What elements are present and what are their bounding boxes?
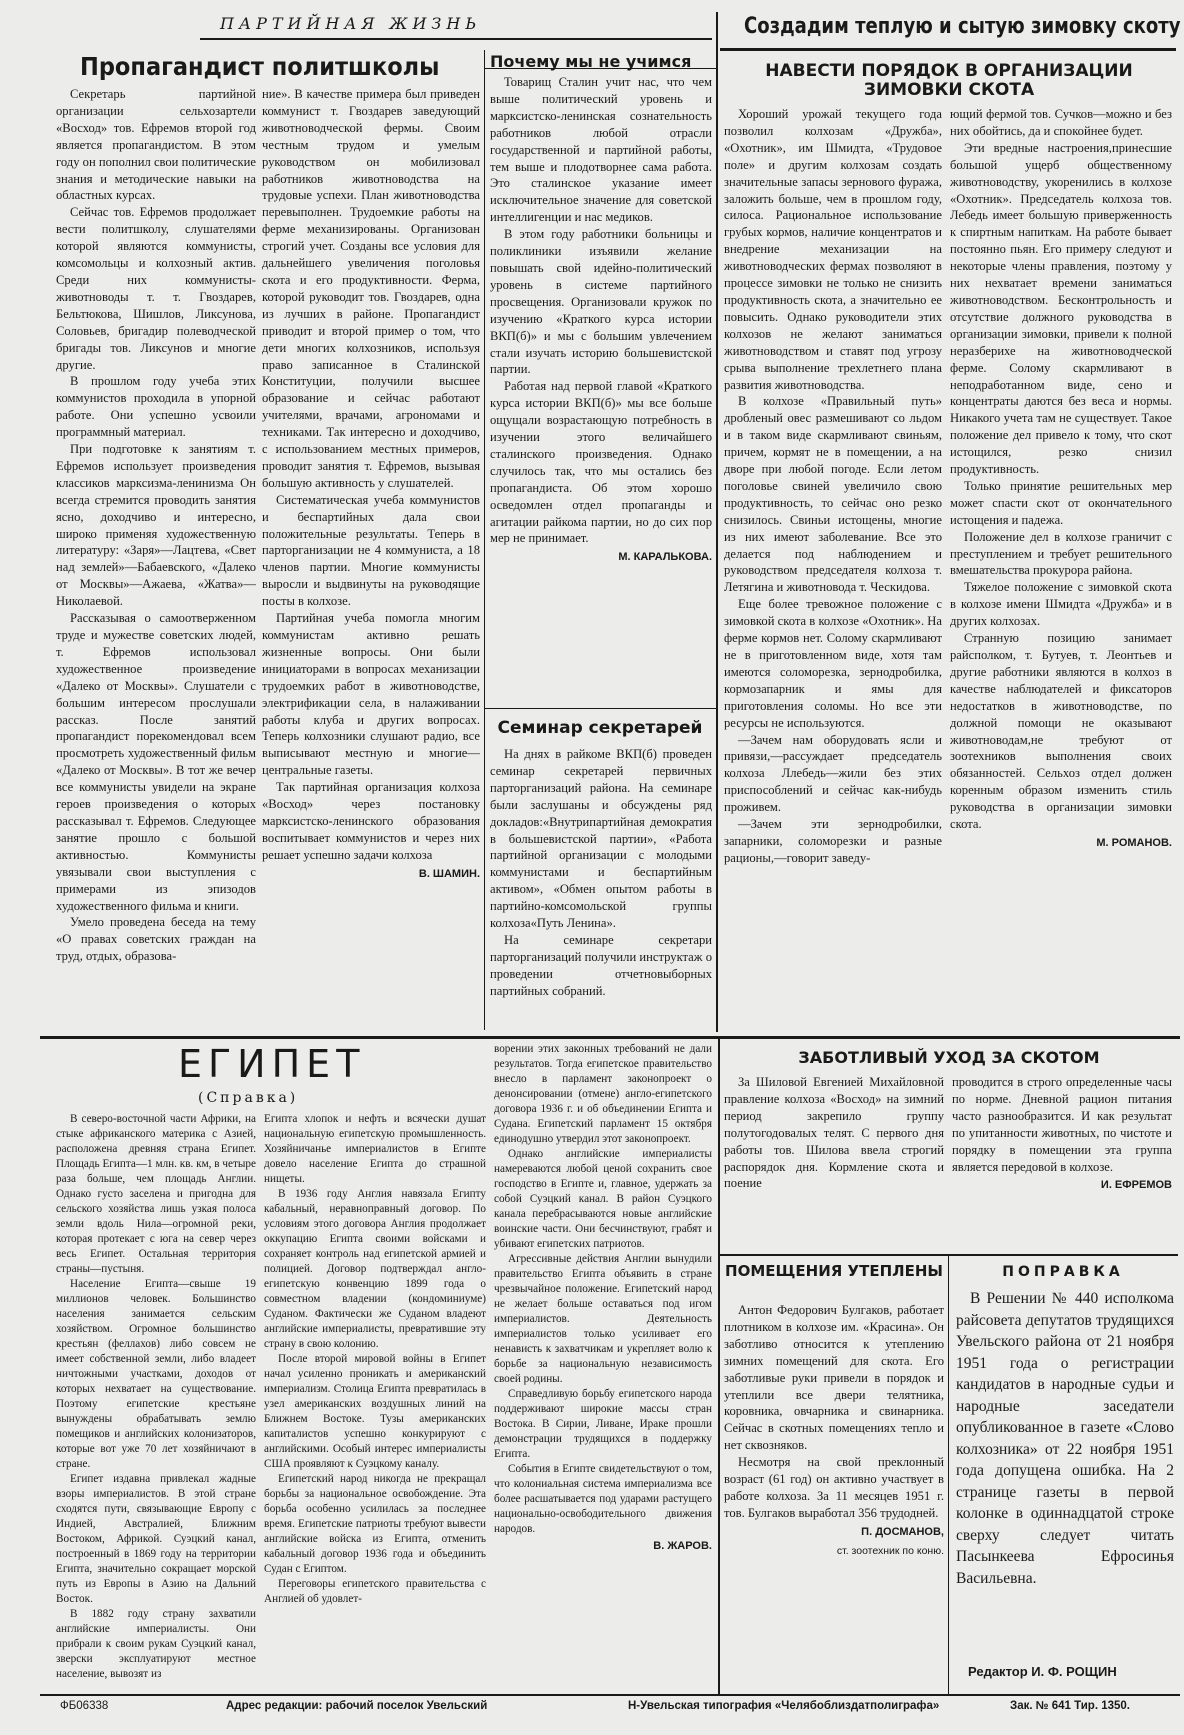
a4-title: НАВЕСТИ ПОРЯДОК В ОРГАНИЗАЦИИ ЗИМОВКИ СКОТА: [765, 61, 1133, 100]
divider-v4: [948, 1256, 949, 1694]
a3-body: [490, 746, 712, 1030]
a1-col2-p4: Так партийная организация колхоза «Восход» через постановку марксистско-ленинского образования воспитывает коммунистов и через них решает успешно задачи колхоза: [262, 780, 480, 862]
banner-rule: [720, 48, 1176, 51]
a1-col1-p4: При подготовке к занятиям т. Ефремов использует произведения классиков марксизма-ленинизма Он всегда стремится проводить занятия ясно, доходчиво и интересно, широко применяя художественную литературу: «Заря»—Лацтева, «Свет над землей»—Бабаевского, «Далеко от Москвы»—Ажаева, «Жатва»—Николаевой.: [56, 442, 256, 609]
a4-col1-p5: —Зачем эти зернодробилки, запарники, соломорезки и разные рационы,—говорит заведу-: [724, 817, 942, 865]
a4-col1-p2: В колхозе «Правильный путь» дробленый овес размешивают со льдом и в таком виде скармливают свиньям, причем, кормят не в помещении, а на дворе при любой погоде. Если летом поголовье свиней увеличило свою продуктивность, то сейчас оно резко снизилось. Свиньи истощены, многие из них имеют заболевание. Все это делается под наблюдением и руководством председателя колхоза т. Летягина и животновода т. Ческидова.: [724, 394, 942, 595]
a6-signature: В. ЖАРОВ.: [653, 1540, 712, 1552]
a6-col1-p2: Население Египта—свыше 19 миллионов человек. Большинство населения занимается сельским хозяйством. Огромное большинство крестьян (феллахов) либо совсем не имеет собственной земли, либо владеет ничтожными участками, доходов от которых нехватает на существование. Поэтому египетские крестьяне вынуждены обрабатывать землю помещиков и английских колонизаторов, которые вот уже 70 лет хозяйничают в стране.: [56, 1278, 256, 1470]
page-divider-middle: [40, 1036, 1180, 1039]
a7-title: ПОМЕЩЕНИЯ УТЕПЛЕНЫ: [725, 1262, 943, 1280]
a1-col2: [262, 86, 480, 1030]
a1-col2-p3: Партийная учеба помогла многим коммунистам активно решать жизненные вопросы. Они были инициаторами в вопросах механизации трудоемких работ в животноводстве, электрификации села, в налаживании работы клуба и других вопросах. Теперь колхозники слушают радио, все выписывают местную и многие—центральные газеты.: [262, 611, 480, 778]
a3-p1: На днях в райкоме ВКП(б) проведен семинар секретарей первичных парторганизаций района. На семинаре были заслушаны и обсуждены ряд докладов:«Внутрипартийная демократия в большевистской партии», «Работа партийной организации с молодыми коммунистами и беспартийным активом», «Обмен опытом работы в партийно-комсомольской группы колхоза«Путь Ленина».: [490, 747, 712, 931]
a4-col1-p3: Еще более тревожное положение с зимовкой скота в колхозе «Охотник». На ферме кормов нет. Солому скармливают не в приготовленном виде, хотя там имеются соломорезка, зернодробилка, кормозапарник и ямы для приготовления соломы. Но все эти ресурсы не используются.: [724, 597, 942, 730]
a5-col1-p1: За Шиловой Евгенией Михайловной правление колхоза «Восход» на зимний период закрепило группу полутогодовалых телят. С первого дня работы тов. Шилова ввела строгий распорядок дня. Кормление скота и поение: [724, 1075, 944, 1191]
page-masthead: ПАРТИЙНАЯ ЖИЗНЬ: [220, 14, 482, 33]
a7-body: [724, 1302, 944, 1694]
a6-col2-p2: В 1936 году Англия навязала Египту кабальный, неравноправный договор. По условиям этого договора Англия продолжает оккупацию Египта своими войсками и сохраняет контроль над египетской армией и полицией. Договор подтверждал англо-египетскую конвенцию 1899 года о совместном владении (кондоминиуме) Суданом. Фактически же Суданом владеют английские империалисты, превратившие эту страну в свою колонию.: [264, 1188, 486, 1350]
a3-p2: На семинаре секретари парторганизаций получили инструктаж о проведении отчетновыборных партийных собраний.: [490, 932, 712, 998]
a4-col2-p3: Только принятие решительных мер может спасти скот от окончательного истощения и падежа.: [950, 478, 1172, 527]
divider-v3: [718, 1038, 720, 1694]
a4-col2: [950, 106, 1172, 1030]
banner-headline: Создадим теплую и сытую зимовку скоту: [744, 14, 1181, 39]
a1-col1: [56, 86, 256, 1030]
a6-col3-p4: Справедливую борьбу египетского народа поддерживают широкие массы стран Востока. В Сирии, Ливане, Ираке прошли демонстрации трудящихся в поддержку Египта.: [494, 1388, 712, 1460]
a8-p1: В Решении № 440 исполкома райсовета депутатов трудящихся Увельского района от 21 ноября 1951 года о регистрации кандидатов в народные судьи и народные заседатели опубликованное в газете «Слово колхозника» от 22 ноября 1951 года допущена ошибка. На 2 странице газеты в первой колонке в одиннадцатой строке сверху следует читать Пасынкеева Ефросинья Васильевна.: [956, 1290, 1174, 1587]
a6-col2-p4: Египетский народ никогда не прекращал борьбы за национальное освобождение. Эта борьба особенно усилилась за последнее время. Египетские патриоты требуют вывести английские войска из Египта, отменить кабальный договор 1936 года и объединить Судан с Египтом.: [264, 1473, 486, 1575]
divider-v1: [484, 50, 485, 1030]
a5-signature: И. ЕФРЕМОВ: [1100, 1179, 1172, 1192]
a6-col3-p3: Агрессивные действия Англии вынудили правительство Египта объявить в стране чрезвычайное положение. Египетский народ не желает больше оставаться под игом империалистов. Деятельность империалистов только усиливает его ненависть к захватчикам и укрепляет волю к борьбе за национальную независимость своей родины.: [494, 1253, 712, 1385]
a6-col2: [264, 1112, 486, 1692]
a6-col1-p1: В северо-восточной части Африки, на стыке африканского материка с Азией, расположена древняя страна Египет. Площадь Египта—1 млн. кв. км, в четыре раза больше, чем площадь Англии. Однако густо заселена и пригодна для сельского хозяйства лишь узкая полоса земли вдоль Нила—огромной реки, которая протекает с юга на север через весь Египет. Остальная территория страны—пустыня.: [56, 1113, 256, 1275]
a1-col1-p1: Секретарь партийной организации сельхозартели «Восход» тов. Ефремов второй год является пропагандистом. В этом году он пополнил свои политические знания и методические навыки на областных курсах.: [56, 87, 256, 203]
rule-a3-top: [484, 708, 716, 709]
rule-a5-bottom: [720, 1254, 1178, 1256]
a6-title: ЕГИПЕТ: [178, 1042, 366, 1086]
masthead-underline: [200, 38, 712, 40]
a4-col1-p1: Хороший урожай текущего года позволил колхозам «Дружба», «Охотник», им Шмидта, «Трудовое поле» и другим колхозам создать значительные запасы зернового фуража, заложить больше, чем в прошлом году, силоса. Рациональное использование грубых кормов, наличие концентратов и внедрение механизации на животноводческих фермах позволяют в процессе зимовки не только не снизить продуктивность скота, а значительно ее повысить. Однако руководители этих колхозов не желают заниматься животноводством и ставят под угрозу срыва выполнение трехлетнего плана развития животноводства.: [724, 107, 942, 392]
a5-col2-p1: проводится в строго определенные часы по норме. Дневной рацион питания часто разнообразится. И как результат по упитанности животных, по чистоте и порядку в помещении эта группа является передовой в колхозе.: [952, 1075, 1172, 1174]
a1-col2-p1: ние». В качестве примера был приведен коммунист т. Гвоздарев заведующий животноводческой фермы. Своим честным трудом и умелым руководством он мобилизовал работников животноводства на трудовые успехи. План животноводства перевыполнен. Трудоемкие работы на ферме механизированы. Организован строгий учет. Созданы все условия для дальнейшего увеличения поголовья скота и его продуктивности. Ферма, которой руководит тов. Гвоздарев, одна из лучших в районе. Пропагандист приводит и второй пример о том, что дети многих колхозников, используя право записанное в Сталинской Конституции, получили высшее образование и сейчас работают учителями, врачами, агрономами и техниками. Так интересно и доходчиво, с использованием местных примеров, проводит занятия т. Ефремов, вызывая большую активность у слушателей.: [262, 87, 480, 490]
a1-title: Пропагандист политшколы: [80, 52, 440, 81]
a1-col1-p2: Сейчас тов. Ефремов продолжает вести политшколу, слушателями которой являются коммунисты, комсомольцы и колхозный актив. Среди них коммунисты-животноводы т. т. Гвоздарев, Бельтюкова, Шишлов, Ликсунова, Соловьев, бригадир полеводческой бригады тов. Ликсунов и многие другие.: [56, 205, 256, 372]
a7-p2: Несмотря на свой преклонный возраст (61 год) он активно участвует в работе колхоза. За 11 месяцев 1951 г. тов. Булгаков выработал 356 трудодней.: [724, 1455, 944, 1520]
a5-col1: [724, 1074, 944, 1250]
a7-signature: П. ДОСМАНОВ,: [861, 1525, 944, 1538]
a4-col2-p2: Эти вредные настроения,принесшие большой ущерб общественному животноводству, укоренились в колхозе «Охотник». Председатель колхоза тов. Лебедь имеет большую приверженность к спиртным напиткам. На работе бывает постоянно пьян. Его примеру следуют и некоторые члены правления, поэтому у них нехватает времени заниматься животноводством. Бесконтрольность и отсутствие должного руководства в организации зимовки, привели к полной неразберихе на животноводческой ферме. Солому скармливают в неподработанном виде, сено и концентраты даются без веса и нормы. Никакого учета там не существует. Такое положение дел привело к тому, что скот истощился, резко снизил продуктивность.: [950, 140, 1172, 477]
a6-col2-p1: Египта хлопок и нефть и всячески душат национальную египетскую промышленность. Хозяйничанье империалистов в Египте довело население Египта до страшной нищеты.: [264, 1113, 486, 1185]
footer-code: ФБ06338: [60, 1700, 109, 1712]
a7-p1: Антон Федорович Булгаков, работает плотником в колхозе им. «Красина». Он заботливо относится к утеплению зимних помещений для скота. Его заботливые руки привели в порядок и утеплили все двери телятника, коровника, овчарника и свинарника. Сейчас в скотных помещениях тепло и нет сквозняков.: [724, 1303, 944, 1453]
a1-col1-p3: В прошлом году учеба этих коммунистов проходила в упорной работе. Они успешно усвоили программный материал.: [56, 374, 256, 440]
a4-col2-p4: Положение дел в колхозе граничит с преступлением и требует решительного вмешательства прокурора района.: [950, 529, 1172, 578]
a5-col2: [952, 1074, 1172, 1250]
a6-subtitle: (Справка): [198, 1090, 299, 1106]
a6-col3: [494, 1042, 712, 1692]
a4-col1: [724, 106, 942, 1030]
a2-p1: Товарищ Сталин учит нас, что чем выше политический уровень и марксистско-ленинская сознательность работников любой отрасли государственной и партийной работы, тем выше и плодотворнее сама работа. Это сталинское указание имеет исключительное значение для советской интеллигенции и нас медиков.: [490, 75, 712, 225]
a2-p3: Работая над первой главой «Краткого курса истории ВКП(б)» мы все больше ощущали возрастающую потребность в изучении этого величайшего сталинского произведения. Однако случилось так, что мы остались без пропагандиста. Об этом хорошо осведомлен отдел пропаганды и агитации райкома партии, но до сих пор мер не принимает.: [490, 379, 712, 546]
a8-title: ПОПРАВКА: [1002, 1264, 1124, 1280]
editor-line: Редактор И. Ф. РОЩИН: [968, 1664, 1117, 1679]
a6-col1-p3: Египет издавна привлекал жадные взоры империалистов. В этой стране сходятся пути, связывающие Европу с Индией, Австралией, Ближним Востоком, Африкой. Суэцкий канал, построенный в 1869 году на территории Египта, значительно сокращает морской путь из Европы в Азию на Дальний Восток.: [56, 1473, 256, 1605]
a1-col1-p5: Рассказывая о самоотверженном труде и мужестве советских людей, т. Ефремов использовал художественное произведение «Далеко от Москвы». Слушатели с большим интересом прослушали рассказ. После занятий пропагандист порекомендовал всем просмотреть художественный фильм «Далеко от Москвы». В тот же вечер все коммунисты увидели на экране героев произведения о которых рассказывал т. Ефремов. Следующее занятие прошло с большой активностью. Коммунисты увязывали свои выступления с примерами из эпизодов художественного фильма и книги.: [56, 611, 256, 913]
a1-signature: В. ШАМИН.: [418, 867, 480, 880]
divider-v2: [716, 12, 718, 1032]
a2-body: [490, 74, 712, 706]
a6-col3-p2: Однако английские империалисты намереваются любой ценой сохранить свое господство в Египте и, главное, удержать за собой Суэцкий канал. В район Суэцкого канала перебрасываются новые английские воинские части. Они бесчинствуют, грабят и убивают египетских патриотов.: [494, 1148, 712, 1250]
a4-col2-p1: ющий фермой тов. Сучков—можно и без них обойтись, да и спокойнее будет.: [950, 107, 1172, 138]
a6-col3-p5: События в Египте свидетельствуют о том, что колониальная система империализма все более расшатывается под ударами растущего национально-освободительного движения народов.: [494, 1463, 712, 1535]
footer-order: Зак. № 641 Тир. 1350.: [1010, 1700, 1130, 1712]
a6-col1: [56, 1112, 256, 1692]
a6-col1-p4: В 1882 году страну захватили английские империалисты. Они прибрали к своим рукам Суэцкий канал, зверски эксплуатируют местное население, вывозят из: [56, 1608, 256, 1680]
a6-col2-p3: После второй мировой войны в Египет начал усиленно проникать и американский империализм. Столица Египта превратилась в узел американских воздушных линий на Ближнем Востоке. Тузы американских капиталистов успешно конкурируют с английскими. Особый интерес империалисты США проявляют к Суэцкому каналу.: [264, 1353, 486, 1470]
a1-col2-p2: Систематическая учеба коммунистов и беспартийных дала свои положительные результаты. Теперь в парторганизации не 4 коммуниста, а 18 членов партии. Многие коммунисты выросли и выдвинуты на руководящие посты в колхозе.: [262, 492, 480, 609]
footer-printer: Н-Увельская типография «Челябоблиздатполиграфа»: [628, 1700, 940, 1712]
a4-col2-p5: Тяжелое положение с зимовкой скота в колхозе имени Шмидта «Дружба» и в других колхозах.: [950, 580, 1172, 629]
footer-address: Адрес редакции: рабочий поселок Увельский: [226, 1700, 488, 1712]
a2-signature: М. КАРАЛЬКОВА.: [618, 551, 712, 564]
a2-title: Почему мы не учимся: [490, 52, 692, 71]
a6-col2-p5: Переговоры египетского правительства с Англией об удовлет-: [264, 1578, 486, 1605]
footer-rule: [40, 1694, 1180, 1696]
a5-title: ЗАБОТЛИВЫЙ УХОД ЗА СКОТОМ: [798, 1048, 1100, 1067]
a7-signature-role: ст. зоотехник по коню.: [836, 1544, 944, 1557]
a4-col2-p6: Странную позицию занимает райсполком, т. Бутуев, т. Леонтьев и другие работники являются в колхоз в качестве наблюдателей и фиксаторов недостатков в животноводстве, по должной помощи не оказывают животноводам,не требуют от зоотехников выполнения своих обязанностей. Сельхоз отдел должен коренным образом изменить стиль руководства в организации зимовки скота.: [950, 631, 1172, 832]
a3-title: Семинар секретарей: [497, 718, 703, 738]
a4-signature: М. РОМАНОВ.: [1096, 836, 1172, 849]
a8-body: [956, 1288, 1174, 1598]
a2-p2: В этом году работники больницы и поликлиники изъявили желание повышать свой идейно-политический уровень в системе партийного просвещения. Организовали кружок по изучению «Краткого курса истории ВКП(б)» и мы с большим увлечением стали изучать историю большевистской партии.: [490, 227, 712, 377]
a1-col1-p6: Умело проведена беседа на тему «О правах советских граждан на труд, отдых, образова-: [56, 915, 256, 964]
a4-col1-p4: —Зачем нам оборудовать ясли и привязи,—рассуждает председатель колхоза Ллебедь—жили без этих приспособлений и сейчас как-нибудь проживем.: [724, 732, 942, 815]
a6-col3-p1: ворении этих законных требований не дали результатов. Тогда египетское правительство внесло в парламент законопроект о денонсировании (отмене) англо-египетского договора 1936 г. и об объединении Египта и Судана. Египетский парламент 15 октября единодушно утвердил этот законопроект.: [494, 1043, 712, 1145]
